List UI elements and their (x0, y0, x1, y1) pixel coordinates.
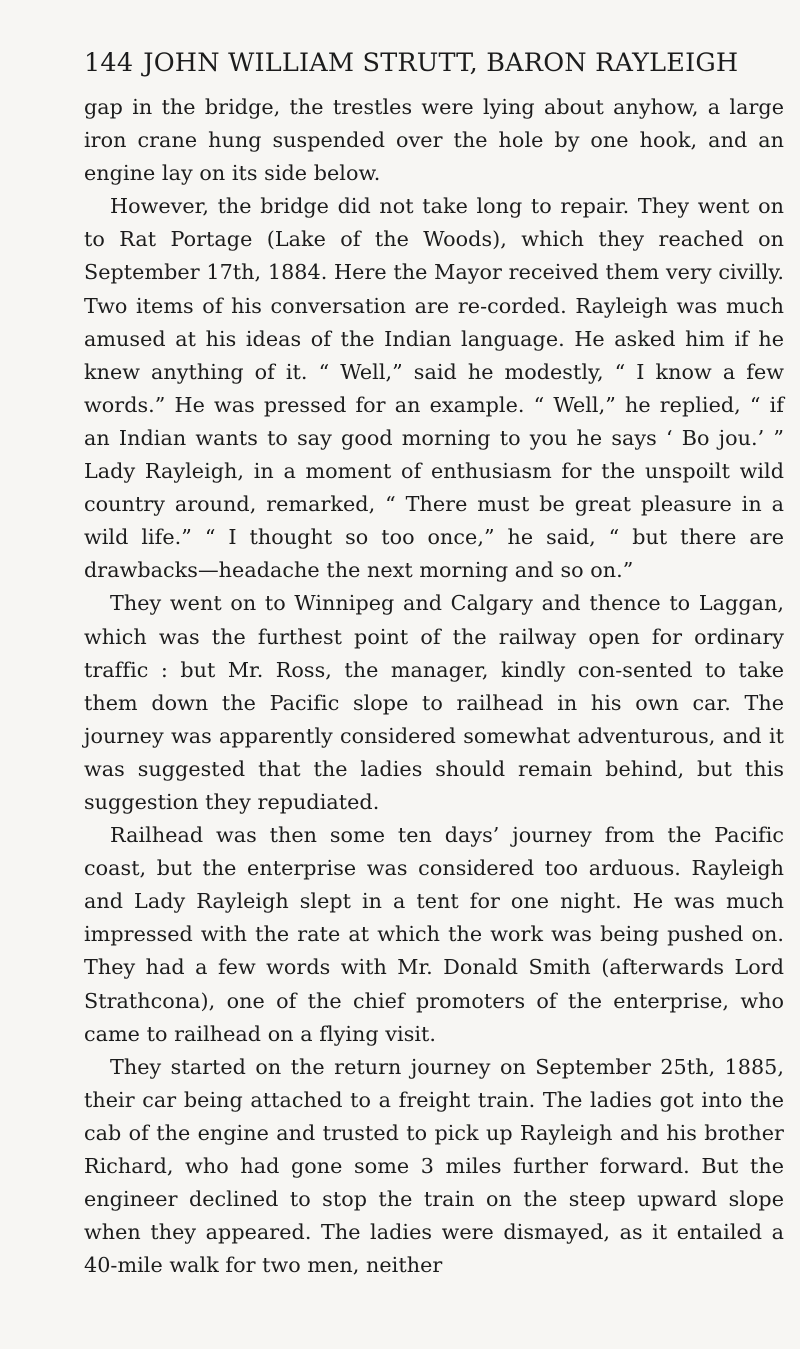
body-text (84, 91, 784, 1282)
page-number: 144 (84, 48, 134, 78)
paragraph-3: They went on to Winnipeg and Calgary and thence to Laggan, which was the furthest point of the railway open for ordinary traffic : but Mr. Ross, the manager, kindly con-sented to take them down the Pacific slope to railhead in his own car. The journey was apparently considered somewhat adventurous, and it was suggested that the ladies should remain behind, but this suggestion they repudiated. (84, 591, 784, 814)
running-head (84, 48, 784, 88)
book-page (84, 48, 784, 1282)
paragraph-1: gap in the bridge, the trestles were lying about anyhow, a large iron crane hung suspended over the hole by one hook, and an engine lay on its side below. (84, 95, 784, 186)
paragraph-4: Railhead was then some ten days’ journey from the Pacific coast, but the enterprise was considered too arduous. Rayleigh and Lady Rayleigh slept in a tent for one night. He was much impressed with the rate at which the work was being pushed on. They had a few words with Mr. Donald Smith (afterwards Lord Strathcona), one of the chief promoters of the enterprise, who came to railhead on a flying visit. (84, 823, 784, 1046)
paragraph-5: They started on the return journey on September 25th, 1885, their car being attached to a freight train. The ladies got into the cab of the engine and trusted to pick up Rayleigh and his brother Richard, who had gone some 3 miles further forward. But the engineer declined to stop the train on the steep upward slope when they appeared. The ladies were dismayed, as it entailed a 40-mile walk for two men, neither (84, 1054, 784, 1278)
paragraph-2: However, the bridge did not take long to repair. They went on to Rat Portage (Lake of the Woods), which they reached on September 17th, 1884. Here the Mayor received them very civilly. Two items of his conversation are re-corded. Rayleigh was much amused at his ideas of the Indian language. He asked him if he knew anything of it. “ Well,” said he modestly, “ I know a few words.” He was pressed for an example. “ Well,” he replied, “ if an Indian wants to say good morning to you he says ‘ Bo jou.’ ” Lady Rayleigh, in a moment of enthusiasm for the unspoilt wild country around, remarked, “ There must be great pleasure in a wild life.” “ I thought so too once,” he said, “ but there are drawbacks—headache the next morning and so on.” (84, 194, 784, 583)
running-title: JOHN WILLIAM STRUTT, BARON RAYLEIGH (143, 48, 739, 78)
